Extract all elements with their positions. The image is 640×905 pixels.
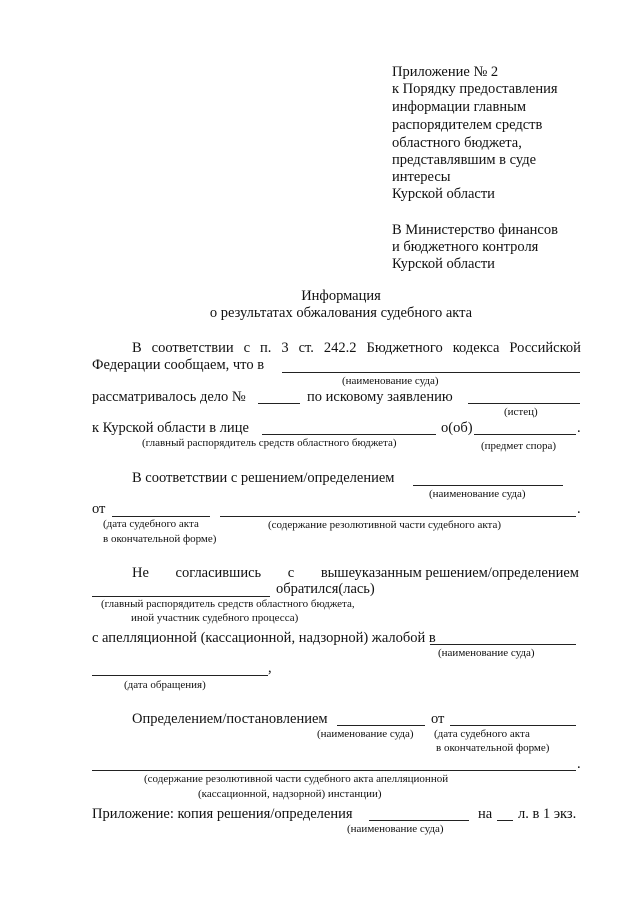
appendix-line: интересы (392, 169, 451, 185)
appendix-line: распорядителем средств (392, 117, 543, 133)
para1-line4-end: . (577, 420, 581, 436)
para2-line1: В соответствии с решением/определением (132, 470, 395, 486)
hint-act-date-final: в окончательной форме) (103, 533, 217, 545)
distributor-blank[interactable] (262, 434, 436, 435)
hint-higher-resolution: (содержание резолютивной части судебного акта апелляционной (144, 773, 449, 785)
word: вышеуказанным решением/определением (320, 565, 579, 581)
hint-appeal-court: (наименование суда) (438, 647, 535, 659)
word: 242.2 (323, 340, 357, 356)
attachment-court-blank[interactable] (369, 820, 469, 821)
case-number-blank[interactable] (258, 403, 300, 404)
para3-line4-end: , (268, 660, 272, 676)
word: 3 (281, 340, 289, 356)
document-subtitle: о результатах обжалования судебного акта (209, 305, 473, 321)
para3-line3: с апелляционной (кассационной, надзорной) жалобой в (92, 630, 436, 646)
word: В (132, 340, 142, 356)
appellant-blank[interactable] (92, 596, 270, 597)
hint-higher-court: (наименование суда) (317, 728, 414, 740)
appendix-line: областного бюджета, (392, 135, 522, 151)
hint-distributor: (главный распорядитель средств областного бюджета) (142, 437, 397, 449)
hint-higher-act-date-final: в окончательной форме) (436, 742, 550, 754)
word: с (243, 340, 251, 356)
hint-higher-resolution-2: (кассационной, надзорной) инстанции) (198, 788, 382, 800)
hint-court-name: (наименование суда) (342, 375, 439, 387)
para1-line1 (132, 340, 581, 356)
para2-line2-from: от (92, 501, 106, 517)
resolution-content-blank[interactable] (220, 516, 576, 517)
hint-appeal-date: (дата обращения) (124, 679, 206, 691)
hint-act-date: (дата судебного акта (103, 518, 199, 530)
para1-line3-case: рассматривалось дело № (92, 389, 246, 405)
attachment-on: на (478, 806, 493, 822)
appendix-line: информации главным (392, 99, 527, 115)
para2-line2-end: . (577, 501, 581, 517)
para1-line3-claim: по исковому заявлению (307, 389, 453, 405)
addressee-line: Курской области (392, 256, 495, 272)
hint-resolution: (содержание резолютивной части судебного акта) (268, 519, 502, 531)
word: с (287, 565, 295, 581)
word: Российской (509, 340, 581, 356)
hint-court-name-2: (наименование суда) (429, 488, 526, 500)
para1-line4-prefix: к Курской области в лице (92, 420, 249, 436)
hint-attachment-court: (наименование суда) (347, 823, 444, 835)
hint-appellant: (главный распорядитель средств областного бюджета, (101, 598, 355, 610)
court-name-blank[interactable] (282, 372, 580, 373)
higher-act-date-blank[interactable] (450, 725, 576, 726)
appendix-line: Приложение № 2 (392, 64, 499, 80)
para4-line2-end: . (577, 756, 581, 772)
hint-higher-act-date: (дата судебного акта (434, 728, 530, 740)
higher-resolution-blank[interactable] (92, 770, 576, 771)
appendix-line: Курской области (392, 186, 495, 202)
hint-plaintiff: (истец) (504, 406, 538, 418)
attachment-sheets: л. в 1 экз. (518, 806, 577, 822)
word: Не (132, 565, 149, 581)
word: согласившись (175, 565, 262, 581)
para1-line4-about: о(об) (441, 420, 473, 436)
word: п. (260, 340, 272, 356)
dispute-subject-blank[interactable] (474, 434, 576, 435)
appeal-court-blank[interactable] (430, 644, 576, 645)
para4-line1-from: от (431, 711, 445, 727)
appendix-line: представлявшим в суде (392, 152, 537, 168)
higher-court-blank[interactable] (337, 725, 425, 726)
word: ст. (298, 340, 314, 356)
attachment-sheets-blank[interactable] (497, 820, 513, 821)
appeal-date-blank[interactable] (92, 675, 268, 676)
word: Бюджетного (366, 340, 443, 356)
hint-dispute-subject: (предмет спора) (481, 440, 557, 452)
hint-appellant-2: иной участник судебного процесса) (131, 612, 299, 624)
para1-line2: Федерации сообщаем, что в (92, 357, 265, 373)
addressee-line: В Министерство финансов (392, 222, 558, 238)
document-title: Информация (301, 288, 381, 304)
appendix-line: к Порядку предоставления (392, 81, 558, 97)
act-date-blank[interactable] (112, 516, 210, 517)
para3-line1 (132, 565, 579, 581)
para4-line1: Определением/постановлением (132, 711, 328, 727)
addressee-line: и бюджетного контроля (392, 239, 539, 255)
plaintiff-blank[interactable] (468, 403, 580, 404)
word: соответствии (151, 340, 234, 356)
para3-line2: обратился(лась) (276, 581, 375, 597)
word: кодекса (452, 340, 500, 356)
court-name-blank-2[interactable] (413, 485, 563, 486)
attachment-prefix: Приложение: копия решения/определения (92, 806, 353, 822)
